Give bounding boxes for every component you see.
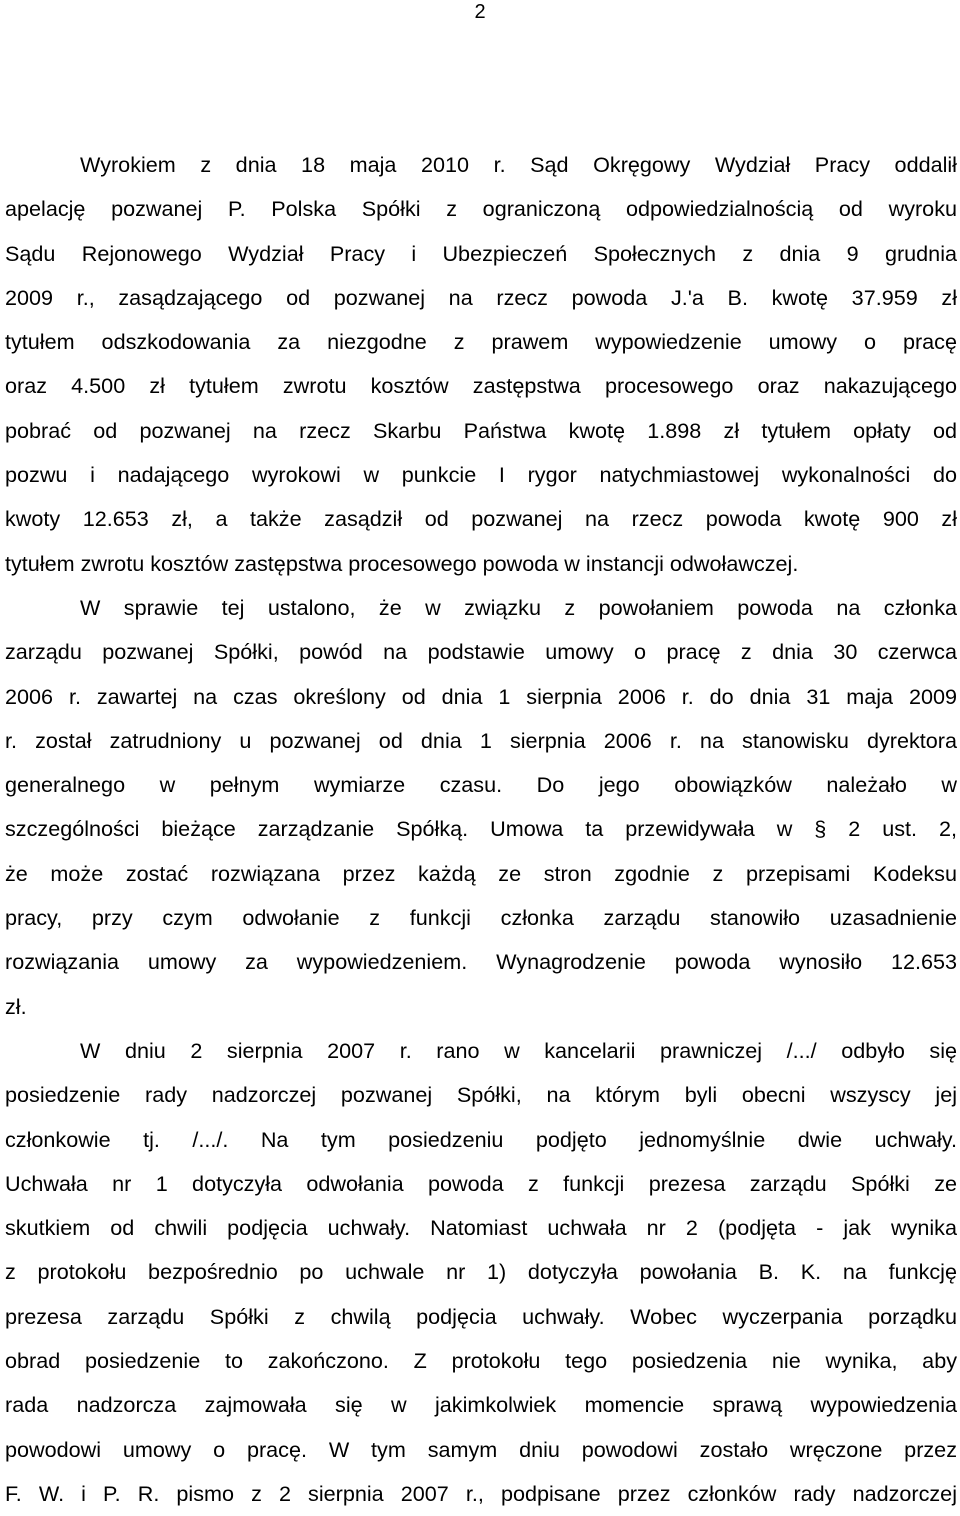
text-line: Uchwała nr 1 dotyczyła odwołania powoda z funkcji prezesa zarządu Spółki ze	[5, 1170, 957, 1196]
text-line: generalnego w pełnym wymiarze czasu. Do jego obowiązków należało w	[5, 772, 957, 798]
text-line: szczególności bieżące zarządzanie Spółką. Umowa ta przewidywała w § 2 ust. 2,	[5, 816, 957, 842]
text-line: członkowie tj. /.../. Na tym posiedzeniu podjęto jednomyślnie dwie uchwały.	[5, 1126, 957, 1152]
text-line: że może zostać rozwiązana przez każdą ze stron zgodnie z przepisami Kodeksu	[5, 860, 957, 886]
text-line: r. został zatrudniony u pozwanej od dnia 1 sierpnia 2006 r. na stanowisku dyrektora	[5, 727, 957, 753]
text-line: Wyrokiem z dnia 18 maja 2010 r. Sąd Okręgowy Wydział Pracy oddalił	[80, 152, 957, 177]
text-line: z protokołu bezpośrednio po uchwale nr 1) dotyczyła powołania B. K. na funkcję	[5, 1259, 957, 1285]
page-number: 2	[474, 1, 486, 23]
text-line: pobrać od pozwanej na rzecz Skarbu Państwa kwotę 1.898 zł tytułem opłaty od	[5, 417, 957, 443]
text-line: pracy, przy czym odwołanie z funkcji członka zarządu stanowiło uzasadnienie	[5, 905, 957, 931]
text-line: oraz 4.500 zł tytułem zwrotu kosztów zastępstwa procesowego oraz nakazującego	[5, 373, 957, 399]
text-line: tytułem odszkodowania za niezgodne z prawem wypowiedzenie umowy o pracę	[5, 329, 957, 355]
text-line: pozwu i nadającego wyrokowi w punkcie I rygor natychmiastowej wykonalności do	[5, 462, 957, 488]
text-line: powodowi umowy o pracę. W tym samym dniu powodowi zostało wręczone przez	[5, 1436, 957, 1462]
text-line: W dniu 2 sierpnia 2007 r. rano w kancelarii prawniczej /.../ odbyło się	[80, 1037, 957, 1063]
text-line: apelację pozwanej P. Polska Spółki z ograniczoną odpowiedzialnością od wyroku	[5, 196, 957, 222]
text-line: posiedzenie rady nadzorczej pozwanej Spółki, na którym byli obecni wszyscy jej	[5, 1082, 957, 1108]
document-body	[5, 143, 957, 1516]
text-line: Sądu Rejonowego Wydział Pracy i Ubezpieczeń Społecznych z dnia 9 grudnia	[5, 240, 957, 266]
text-line: rozwiązania umowy za wypowiedzeniem. Wynagrodzenie powoda wynosiło 12.653	[5, 949, 957, 975]
text-line: zł.	[5, 993, 27, 1019]
text-line: rada nadzorcza zajmowała się w jakimkolwiek momencie sprawą wypowiedzenia	[5, 1392, 957, 1418]
text-line: skutkiem od chwili podjęcia uchwały. Natomiast uchwała nr 2 (podjęta - jak wynika	[5, 1215, 957, 1241]
text-line: prezesa zarządu Spółki z chwilą podjęcia uchwały. Wobec wyczerpania porządku	[5, 1303, 957, 1329]
text-line: kwoty 12.653 zł, a także zasądził od pozwanej na rzecz powoda kwotę 900 zł	[5, 506, 957, 532]
text-line: 2009 r., zasądzającego od pozwanej na rzecz powoda J.'a B. kwotę 37.959 zł	[5, 284, 957, 310]
text-line: 2006 r. zawartej na czas określony od dnia 1 sierpnia 2006 r. do dnia 31 maja 2009	[5, 683, 957, 709]
text-line: tytułem zwrotu kosztów zastępstwa procesowego powoda w instancji odwoławczej.	[5, 550, 799, 576]
text-line: zarządu pozwanej Spółki, powód na podstawie umowy o pracę z dnia 30 czerwca	[5, 639, 957, 665]
text-line: obrad posiedzenie to zakończono. Z protokołu tego posiedzenia nie wynika, aby	[5, 1348, 957, 1374]
text-line: F. W. i P. R. pismo z 2 sierpnia 2007 r., podpisane przez członków rady nadzorczej	[5, 1480, 957, 1506]
text-line: W sprawie tej ustalono, że w związku z powołaniem powoda na członka	[80, 594, 957, 620]
